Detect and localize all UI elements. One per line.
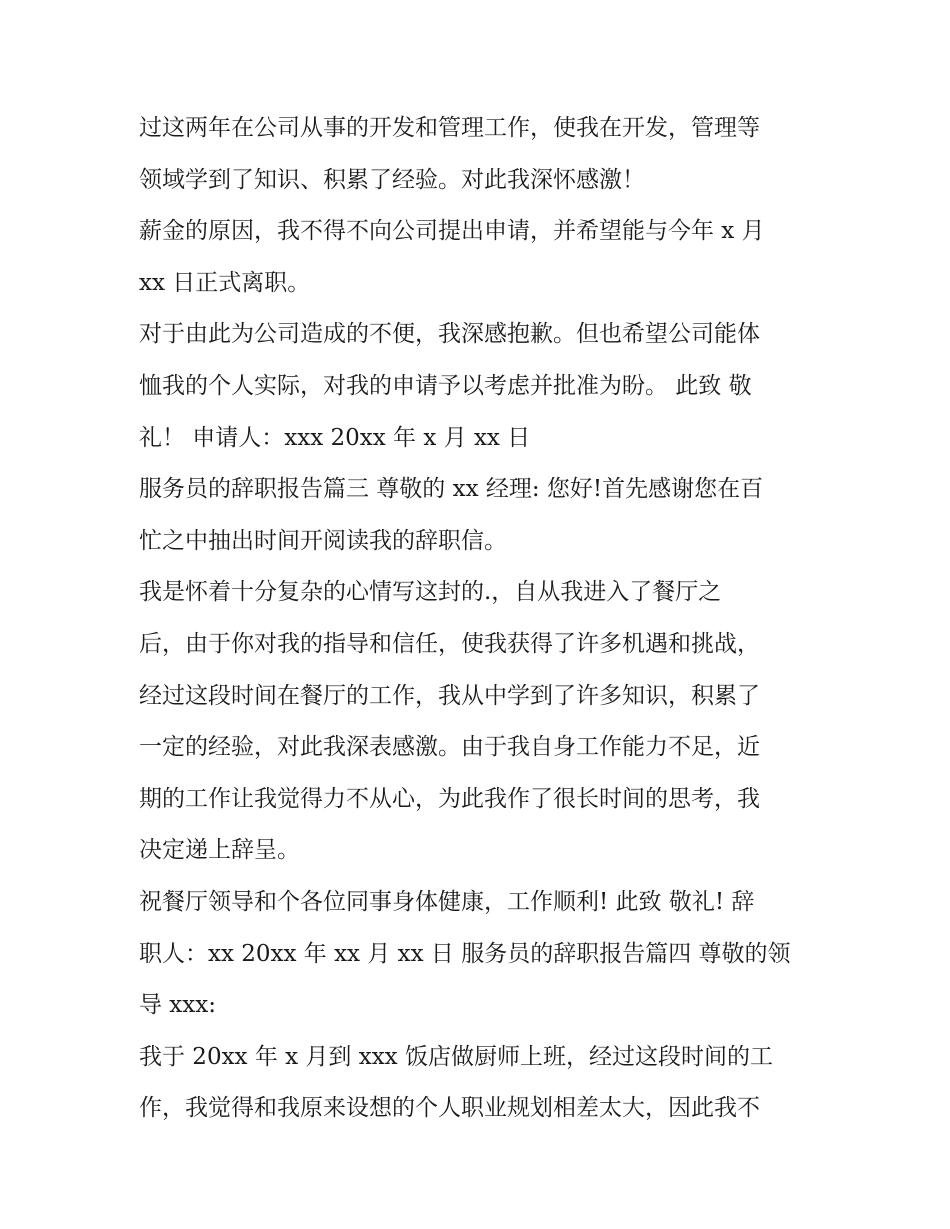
text-line: 我是怀着十分复杂的心情写这封的.，自从我进入了餐厅之: [139, 579, 722, 606]
document-body: [139, 103, 819, 1135]
text-line: 作，我觉得和我原来设想的个人职业规划相差太大，因此我不: [139, 1095, 760, 1122]
text-line: 我于 20xx 年 x 月到 xxx 饭店做厨师上班，经过这段时间的工: [139, 1043, 773, 1070]
text-line: 期的工作让我觉得力不从心，为此我作了很长时间的思考，我: [139, 785, 760, 812]
text-line: 领域学到了知识、积累了经验。对此我深怀感激！: [139, 166, 645, 193]
text-line: 服务员的辞职报告篇三 尊敬的 xx 经理: 您好!首先感谢您在百: [139, 476, 764, 503]
text-line: 决定递上辞呈。: [139, 837, 300, 864]
text-line: 职人：xx 20xx 年 xx 月 xx 日 服务员的辞职报告篇四 尊敬的领: [139, 940, 791, 967]
text-line: 后，由于你对我的指导和信任，使我获得了许多机遇和挑战，: [139, 630, 760, 657]
text-line: 过这两年在公司从事的开发和管理工作，使我在开发，管理等: [139, 115, 760, 141]
text-line: 一定的经验，对此我深表感激。由于我自身工作能力不足，近: [139, 734, 760, 761]
text-line: 忙之中抽出时间开阅读我的辞职信。: [139, 527, 507, 554]
text-line: 礼！ 申请人：xxx 20xx 年 x 月 xx 日: [139, 424, 531, 451]
text-line: 导 xxx:: [139, 992, 216, 1019]
text-line: 恤我的个人实际，对我的申请予以考虑并批准为盼。 此致 敬: [139, 372, 752, 399]
text-line: 对于由此为公司造成的不便，我深感抱歉。但也希望公司能体: [139, 321, 760, 348]
text-line: 薪金的原因，我不得不向公司提出申请，并希望能与今年 x 月: [139, 218, 765, 245]
text-line: 经过这段时间在餐厅的工作，我从中学到了许多知识，积累了: [139, 682, 760, 709]
text-line: 祝餐厅领导和个各位同事身体健康，工作顺利! 此致 敬礼! 辞: [139, 888, 755, 915]
text-line: xx 日正式离职。: [139, 269, 311, 296]
